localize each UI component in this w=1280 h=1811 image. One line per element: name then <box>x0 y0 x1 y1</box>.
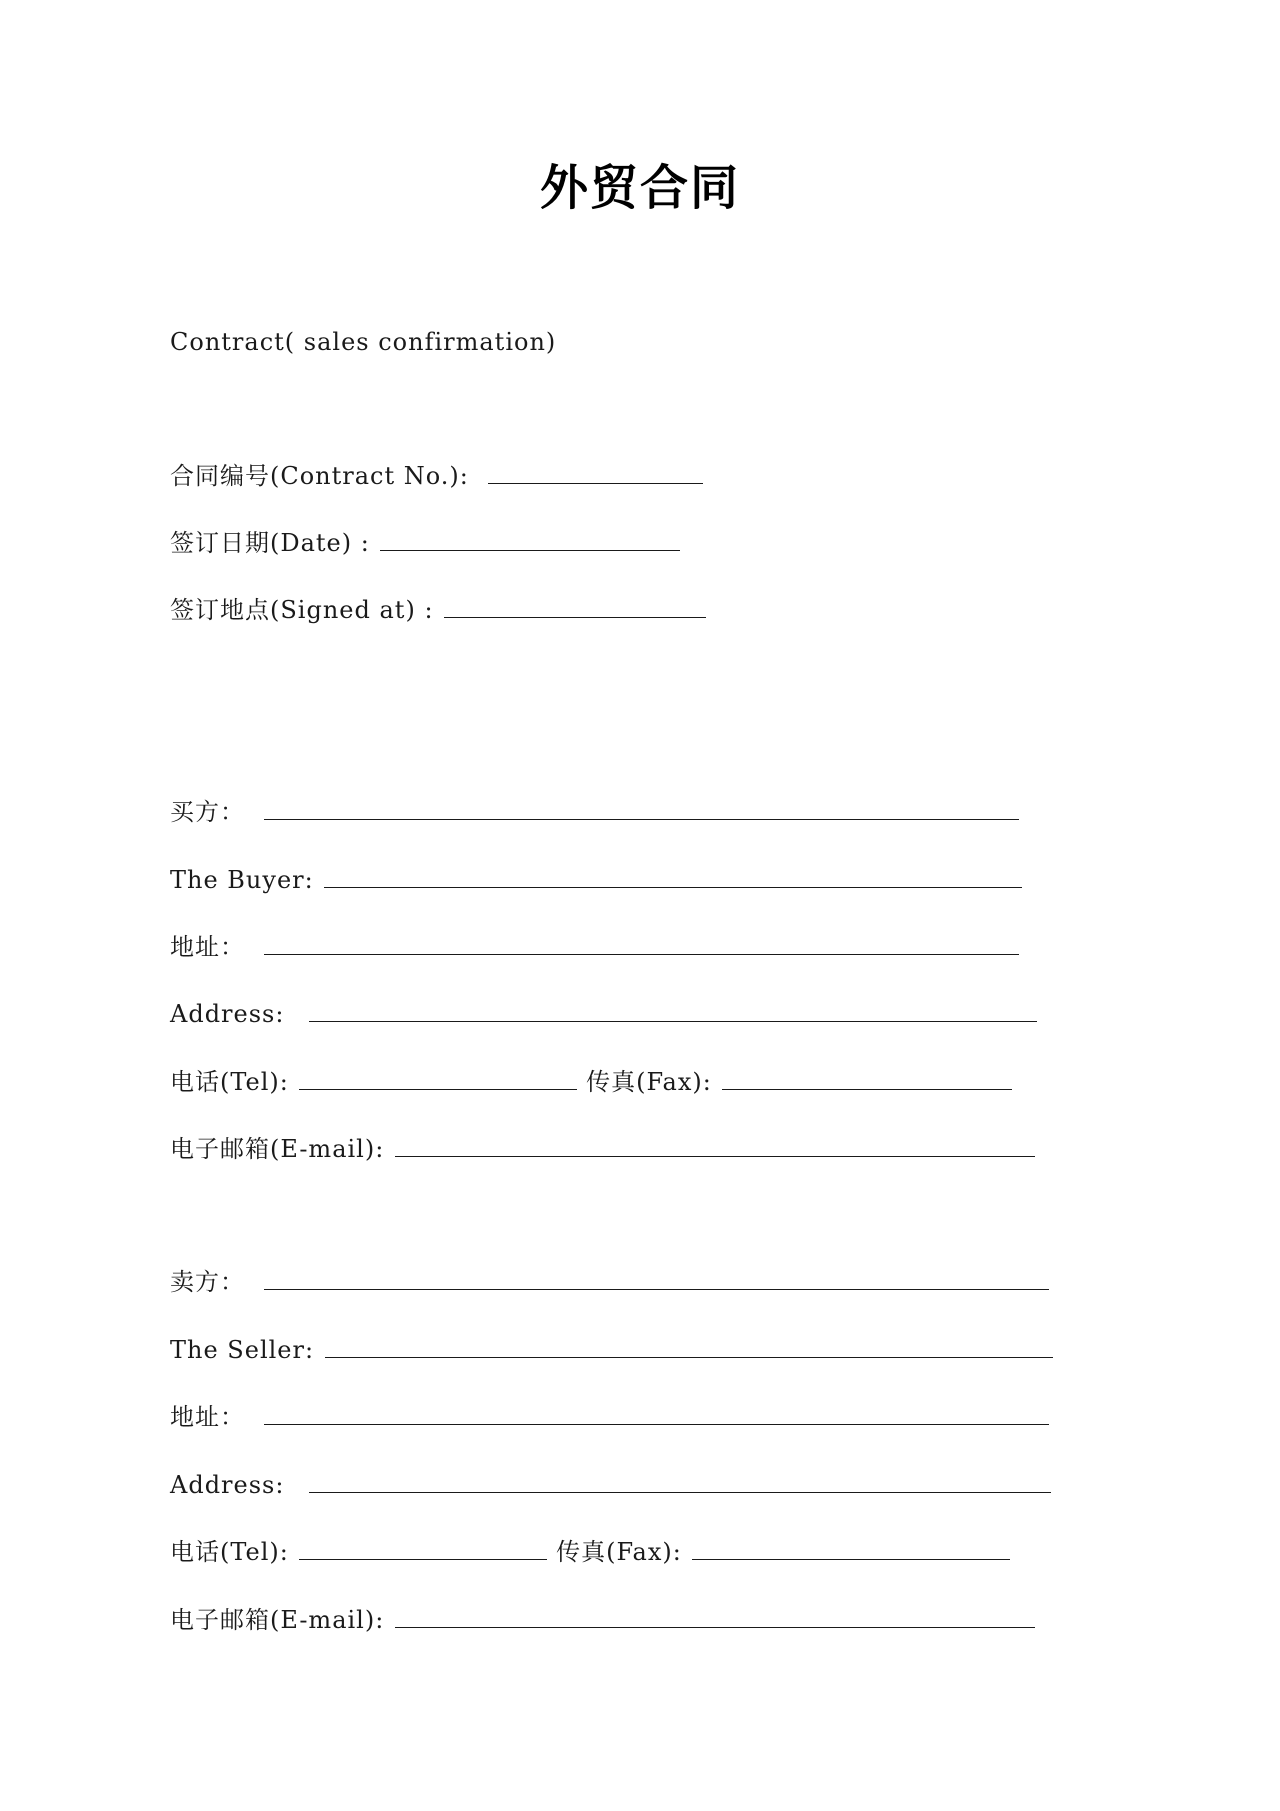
seller-name-cn-field[interactable] <box>264 1267 1049 1290</box>
document-subtitle: Contract( sales confirmation) <box>170 328 557 356</box>
signed-at-row <box>170 594 706 626</box>
signed-at-field[interactable] <box>444 595 706 618</box>
buyer-address-en-row <box>170 998 1037 1030</box>
seller-fax-label: 传真(Fax): <box>556 1538 682 1566</box>
contract-no-row <box>170 460 703 492</box>
buyer-name-en-field[interactable] <box>324 865 1022 888</box>
buyer-address-cn-row <box>170 931 1019 963</box>
buyer-name-en-label: The Buyer: <box>170 866 314 894</box>
buyer-tel-label: 电话(Tel): <box>170 1068 289 1096</box>
buyer-email-label: 电子邮箱(E-mail): <box>170 1135 385 1163</box>
buyer-tel-fax-row <box>170 1066 1012 1098</box>
seller-address-en-field[interactable] <box>309 1470 1051 1493</box>
signed-at-label: 签订地点(Signed at) : <box>170 596 434 624</box>
date-label: 签订日期(Date) : <box>170 529 370 557</box>
buyer-fax-field[interactable] <box>722 1067 1012 1090</box>
seller-email-label: 电子邮箱(E-mail): <box>170 1606 385 1634</box>
seller-email-field[interactable] <box>395 1605 1035 1628</box>
buyer-tel-field[interactable] <box>299 1067 577 1090</box>
seller-name-en-row <box>170 1334 1053 1366</box>
buyer-fax-label: 传真(Fax): <box>586 1068 712 1096</box>
seller-tel-label: 电话(Tel): <box>170 1538 289 1566</box>
seller-address-cn-row <box>170 1401 1049 1433</box>
seller-address-en-label: Address: <box>170 1471 285 1499</box>
buyer-name-cn-field[interactable] <box>264 797 1019 820</box>
seller-address-en-row <box>170 1469 1051 1501</box>
date-row <box>170 527 680 559</box>
seller-fax-field[interactable] <box>692 1537 1010 1560</box>
seller-tel-fax-row <box>170 1536 1010 1568</box>
contract-no-label: 合同编号(Contract No.): <box>170 462 469 490</box>
buyer-address-cn-label: 地址： <box>170 933 245 961</box>
seller-name-en-field[interactable] <box>325 1335 1053 1358</box>
buyer-name-en-row <box>170 864 1022 896</box>
date-field[interactable] <box>380 528 680 551</box>
document-title: 外贸合同 <box>539 160 740 216</box>
buyer-email-row <box>170 1133 1035 1165</box>
seller-address-cn-label: 地址： <box>170 1403 245 1431</box>
seller-tel-field[interactable] <box>299 1537 547 1560</box>
buyer-address-en-field[interactable] <box>309 999 1037 1022</box>
seller-address-cn-field[interactable] <box>264 1402 1049 1425</box>
buyer-address-en-label: Address: <box>170 1000 285 1028</box>
seller-name-cn-row <box>170 1266 1049 1298</box>
seller-name-cn-label: 卖方： <box>170 1268 245 1296</box>
buyer-address-cn-field[interactable] <box>264 932 1019 955</box>
seller-email-row <box>170 1604 1035 1636</box>
buyer-email-field[interactable] <box>395 1134 1035 1157</box>
buyer-name-cn-row <box>170 796 1019 828</box>
contract-no-field[interactable] <box>488 461 703 484</box>
seller-name-en-label: The Seller: <box>170 1336 315 1364</box>
buyer-name-cn-label: 买方： <box>170 798 245 826</box>
